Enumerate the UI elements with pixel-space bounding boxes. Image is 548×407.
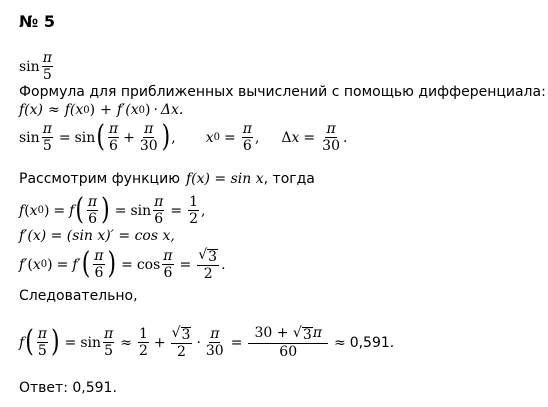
final-computation: f ( $\frac{\pi}{5}$ ) = sin $\frac{\pi}{5}$ ≈ $\frac{1}{2}$ + √ 3 2 · $\frac{\pi}{30}$ = 30 + √ 3 π 60 ≈ 0,591. [19, 324, 395, 360]
function-definition: f(x) = sin x [185, 171, 264, 187]
numerator: π [42, 50, 52, 66]
combined-fraction: 30 + √ 3 π 60 [248, 326, 328, 359]
dx-value: $\frac{\pi}{30}$ [322, 121, 340, 154]
task-expression [19, 51, 55, 82]
x0-subscript: 0 [83, 104, 90, 116]
x0-subscript-2: 0 [138, 104, 145, 116]
fx0-line: f ( x 0 ) = f ( $\frac{\pi}{6}$ ) = sin $\frac{\pi}{6}$ = $\frac{1}{2}$ , [19, 192, 206, 227]
plus-sign: + [100, 102, 112, 118]
fraction-pi-5: $\frac{\pi}{5}$ [42, 121, 52, 154]
derivative-line: f′(x) = (sin x)′ = cos x, [19, 228, 175, 244]
answer-value: 0,591. [72, 380, 117, 396]
formula-intro: Формула для приближенных вычислений с помощью дифференциала: [19, 84, 546, 100]
delta-x: Δx. [160, 102, 184, 118]
consider-line [19, 171, 315, 187]
fraction-pi-5 [42, 51, 53, 82]
x0-value: $\frac{\pi}{6}$ [242, 121, 252, 154]
sin-label: sin [74, 129, 96, 146]
result-value: 0,591. [349, 334, 395, 351]
sqrt3-over-2: √ 3 2 [198, 247, 218, 282]
fprime-x0-line: f′ ( x 0 ) = f′ ( $\frac{\pi}{6}$ ) = cos $\frac{\pi}{6}$ = √ 3 2 . [19, 246, 226, 282]
therefore-text: Следовательно, [19, 288, 138, 304]
fraction-pi-30: $\frac{\pi}{30}$ [139, 121, 158, 154]
derivative-term: f′(x [116, 102, 139, 118]
approx-sign: ≈ [48, 102, 60, 118]
sin-label: sin [19, 58, 40, 75]
sin-label: sin [19, 129, 40, 146]
differential-formula: f(x) ≈ f(x 0 ) + f′(x 0 ) · Δx. [19, 102, 184, 118]
answer-label: Ответ: [19, 380, 68, 396]
one-half: $\frac{1}{2}$ [189, 194, 198, 227]
then-text: , тогда [263, 171, 315, 187]
consider-text: Рассмотрим функцию [19, 171, 180, 187]
denominator: 5 [42, 67, 52, 83]
fx0-term: f(x [64, 102, 84, 118]
fraction-pi-6: $\frac{\pi}{6}$ [108, 121, 119, 154]
decomposition-line: sin $\frac{\pi}{5}$ = sin ( $\frac{\pi}{6}$ + $\frac{\pi}{30}$ ) , x 0 = $\frac{\pi}{6}$ , Δx = $\frac{\pi}{30}$ . [19, 119, 348, 154]
fx-term: f(x) [19, 102, 44, 118]
answer-line [19, 380, 117, 396]
problem-number: № 5 [19, 12, 55, 31]
